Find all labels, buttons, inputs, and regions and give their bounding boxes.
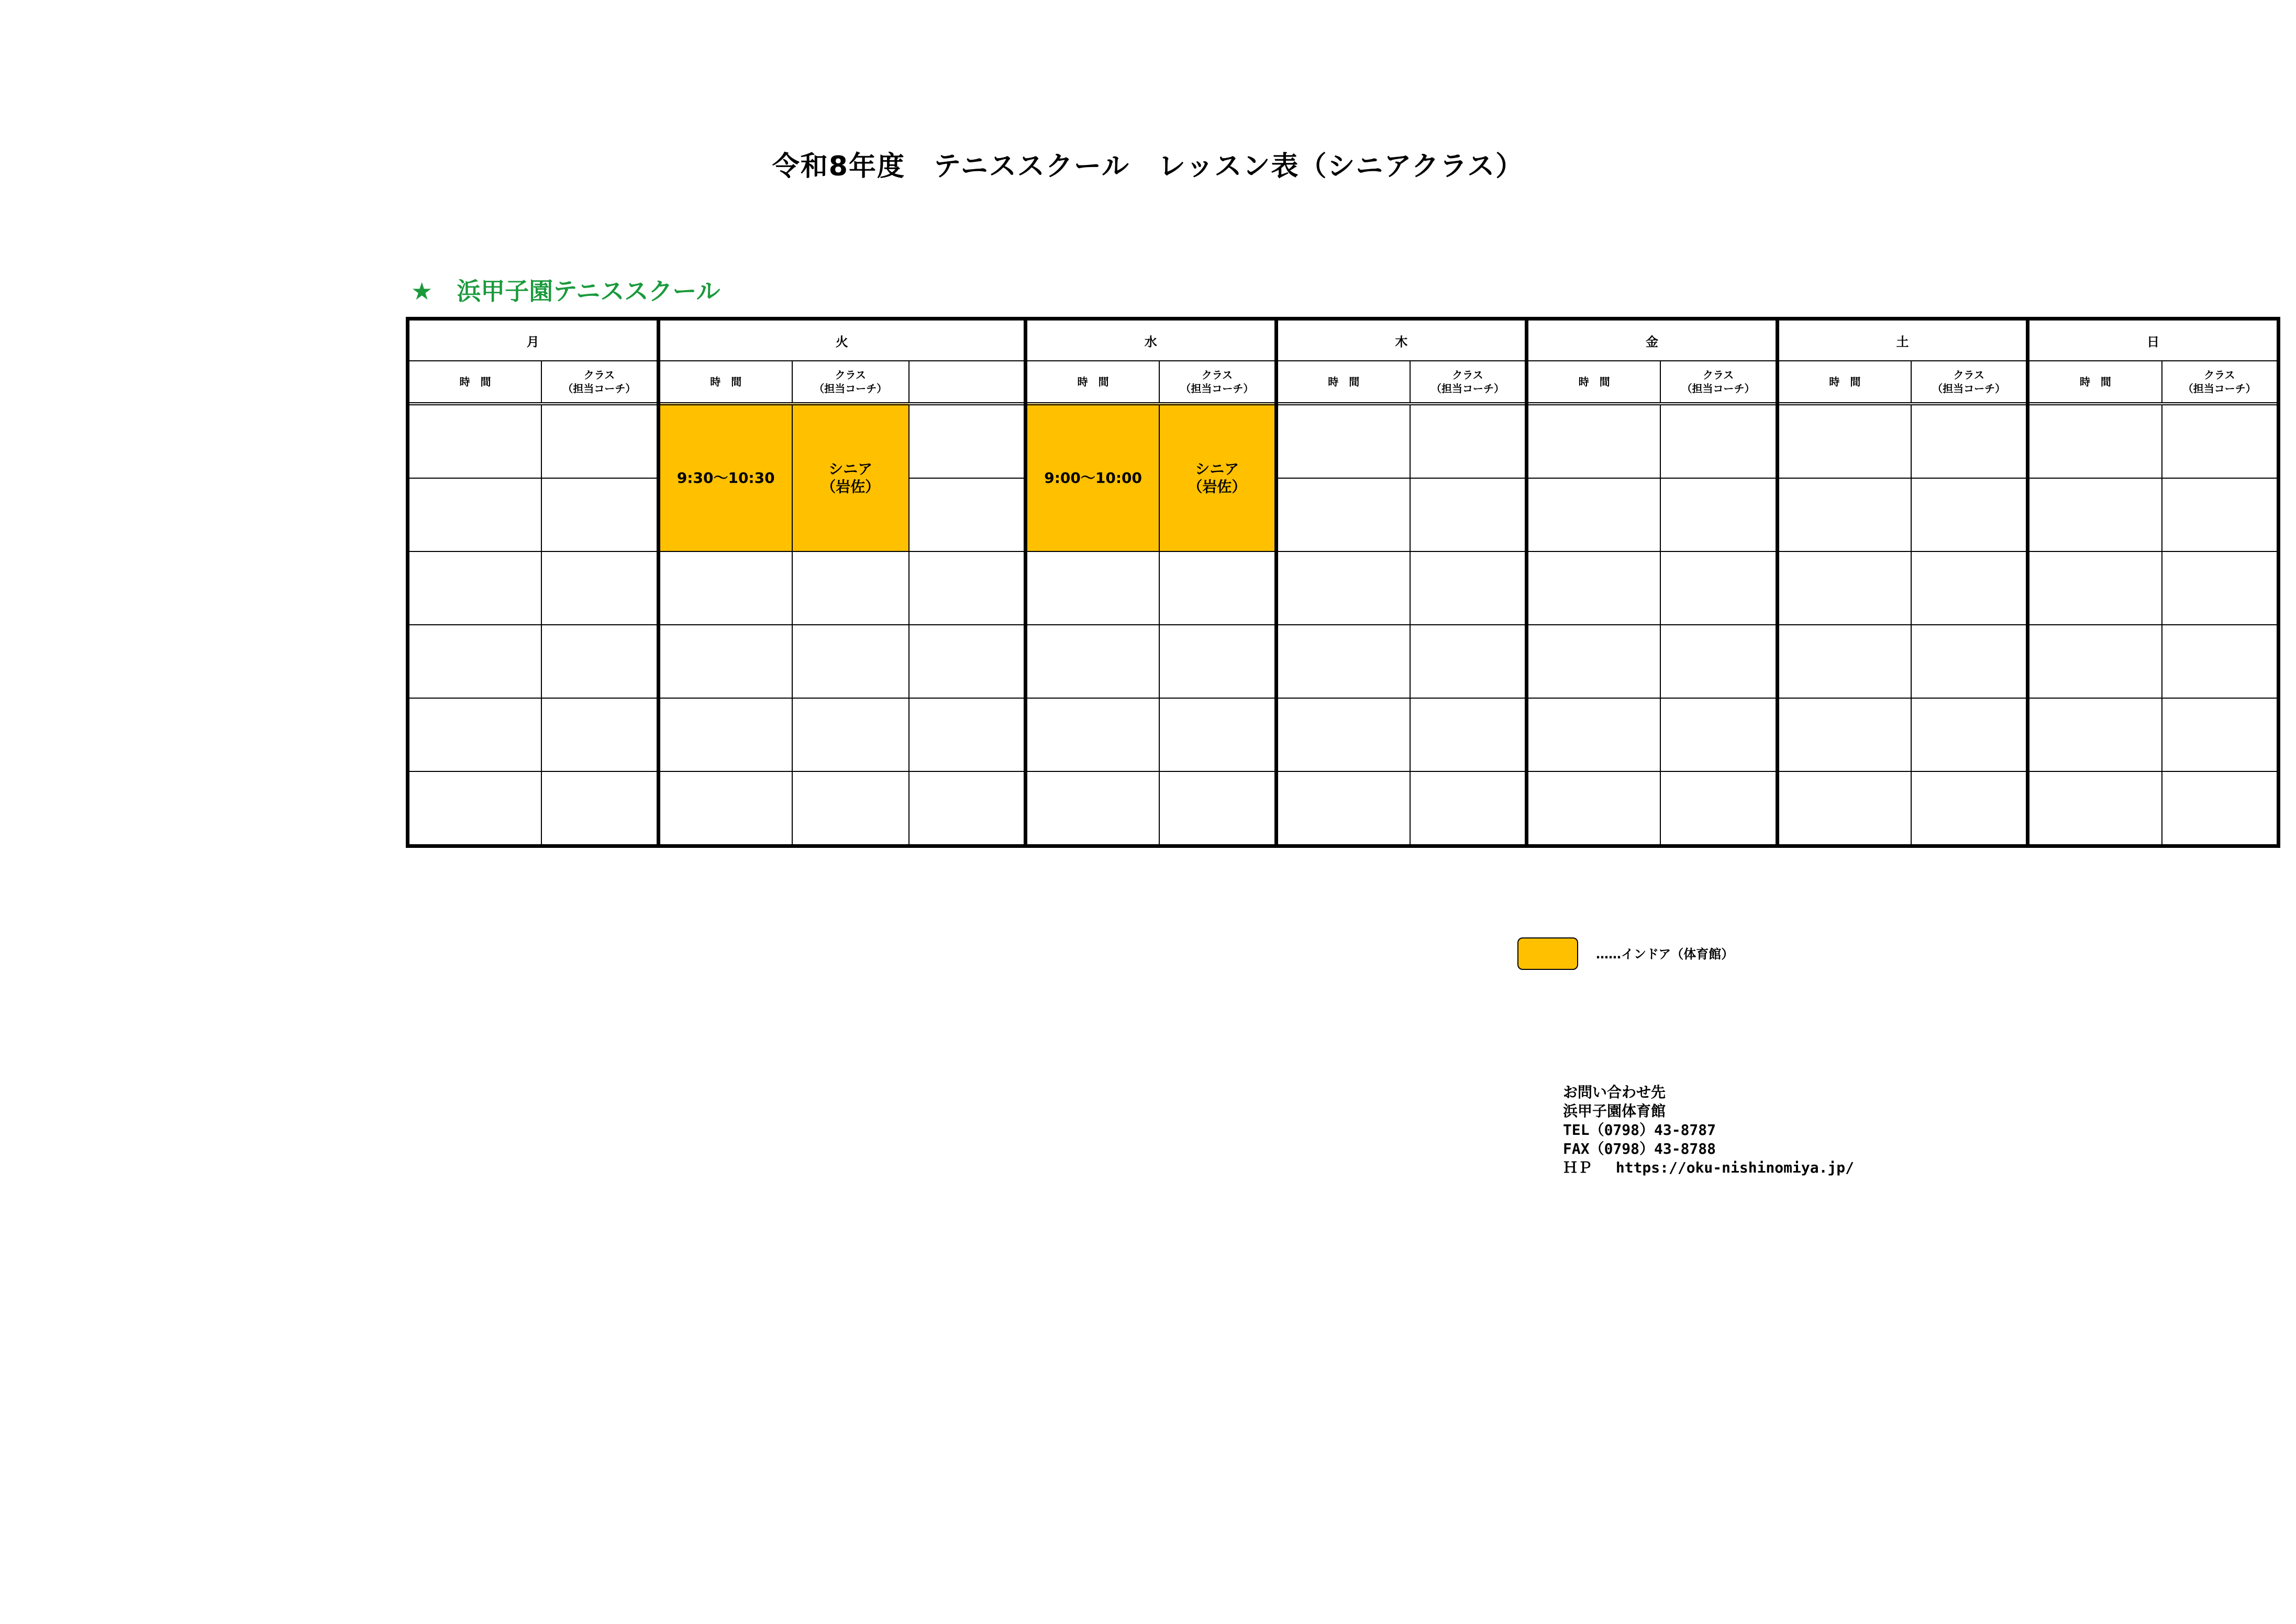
slot-cell xyxy=(1777,625,1911,698)
slot-cell xyxy=(909,625,1026,698)
day-header-wed: 水 xyxy=(1026,319,1277,361)
wed-lesson-class: シニア （岩佐） xyxy=(1159,404,1276,551)
tue-lesson-class: シニア （岩佐） xyxy=(792,404,909,551)
slot-cell xyxy=(1159,551,1276,625)
day-header-thu: 木 xyxy=(1276,319,1527,361)
slot-cell xyxy=(1777,698,1911,771)
slot-cell xyxy=(1911,551,2028,625)
slot-cell xyxy=(1660,698,1777,771)
slot-cell xyxy=(408,698,542,771)
slot-cell xyxy=(1911,478,2028,551)
slot-cell xyxy=(792,551,909,625)
slot-cell xyxy=(1026,551,1160,625)
slot-cell xyxy=(2162,771,2279,846)
slot-cell xyxy=(2162,551,2279,625)
slot-cell xyxy=(1410,698,1527,771)
lesson-schedule-table xyxy=(406,317,2280,848)
contact-info xyxy=(1563,1083,1854,1177)
slot-cell xyxy=(1660,551,1777,625)
slot-cell xyxy=(541,404,658,478)
slot-cell xyxy=(541,771,658,846)
slot-cell xyxy=(1660,625,1777,698)
contact-heading: お問い合わせ先 xyxy=(1563,1084,1666,1101)
class-header: クラス （担当コーチ） xyxy=(2162,361,2279,404)
time-header: 時 間 xyxy=(658,361,792,404)
slot-cell xyxy=(1159,771,1276,846)
time-header: 時 間 xyxy=(2028,361,2162,404)
slot-cell xyxy=(1276,698,1410,771)
slot-cell xyxy=(541,478,658,551)
slot-cell xyxy=(658,625,792,698)
sub-header-row xyxy=(408,361,2279,404)
day-header-tue: 火 xyxy=(658,319,1025,361)
time-header: 時 間 xyxy=(408,361,542,404)
slot-cell xyxy=(1276,478,1410,551)
slot-cell xyxy=(1777,404,1911,478)
slot-cell xyxy=(1410,625,1527,698)
slot-cell xyxy=(1911,698,2028,771)
slot-cell xyxy=(1527,478,1661,551)
contact-venue: 浜甲子園体育館 xyxy=(1563,1102,1666,1120)
slot-cell xyxy=(658,771,792,846)
class-header: クラス （担当コーチ） xyxy=(541,361,658,404)
slot-cell xyxy=(408,625,542,698)
slot-cell xyxy=(2028,404,2162,478)
time-header: 時 間 xyxy=(1026,361,1160,404)
slot-cell xyxy=(658,698,792,771)
legend-indoor-swatch xyxy=(1517,937,1578,970)
slot-cell xyxy=(1660,404,1777,478)
slot-cell xyxy=(1276,625,1410,698)
slot-cell xyxy=(1026,698,1160,771)
wed-lesson-time: 9:00～10:00 xyxy=(1026,404,1160,551)
day-header-sat: 土 xyxy=(1777,319,2028,361)
slot-cell xyxy=(2028,698,2162,771)
slot-cell xyxy=(1159,698,1276,771)
slot-row xyxy=(408,404,2279,478)
legend-indoor-label: ……インドア（体育館） xyxy=(1596,947,1734,962)
slot-cell xyxy=(1777,771,1911,846)
slot-cell xyxy=(541,698,658,771)
slot-cell xyxy=(1276,404,1410,478)
page-title: 令和8年度 テニススクール レッスン表（シニアクラス） xyxy=(772,151,1524,182)
slot-cell xyxy=(1276,771,1410,846)
slot-cell xyxy=(2028,478,2162,551)
slot-row xyxy=(408,551,2279,625)
slot-cell xyxy=(1527,698,1661,771)
class-header: クラス （担当コーチ） xyxy=(1159,361,1276,404)
day-header-fri: 金 xyxy=(1527,319,1778,361)
slot-cell xyxy=(2162,625,2279,698)
slot-cell xyxy=(541,551,658,625)
slot-cell xyxy=(2162,478,2279,551)
slot-row xyxy=(408,625,2279,698)
slot-cell xyxy=(1410,771,1527,846)
slot-cell xyxy=(1660,771,1777,846)
slot-cell xyxy=(1026,771,1160,846)
slot-cell xyxy=(1410,478,1527,551)
slot-cell xyxy=(1777,551,1911,625)
day-header-sun: 日 xyxy=(2028,319,2279,361)
slot-cell xyxy=(909,551,1026,625)
slot-cell xyxy=(658,551,792,625)
slot-cell xyxy=(1527,625,1661,698)
slot-cell xyxy=(1911,771,2028,846)
day-header-mon: 月 xyxy=(408,319,659,361)
time-header: 時 間 xyxy=(1527,361,1661,404)
time-header: 時 間 xyxy=(1777,361,1911,404)
class-header: クラス （担当コーチ） xyxy=(792,361,909,404)
contact-fax: FAX（0798）43-8788 xyxy=(1563,1140,1716,1157)
contact-tel: TEL（0798）43-8787 xyxy=(1563,1121,1716,1139)
time-header: 時 間 xyxy=(1276,361,1410,404)
slot-cell xyxy=(1527,551,1661,625)
blank-header xyxy=(909,361,1026,404)
slot-cell xyxy=(792,771,909,846)
slot-cell xyxy=(1026,625,1160,698)
slot-cell xyxy=(1527,771,1661,846)
slot-cell xyxy=(1527,404,1661,478)
day-header-row xyxy=(408,319,2279,361)
contact-homepage-link[interactable]: ＨＰ https://oku-nishinomiya.jp/ xyxy=(1563,1159,1855,1176)
class-header: クラス （担当コーチ） xyxy=(1911,361,2028,404)
slot-cell xyxy=(1410,551,1527,625)
slot-cell xyxy=(1276,551,1410,625)
slot-cell xyxy=(408,478,542,551)
slot-cell xyxy=(792,625,909,698)
slot-cell xyxy=(1159,625,1276,698)
slot-cell xyxy=(408,404,542,478)
slot-cell xyxy=(792,698,909,771)
slot-cell xyxy=(2162,404,2279,478)
slot-cell xyxy=(2028,551,2162,625)
slot-cell xyxy=(1410,404,1527,478)
slot-cell xyxy=(408,771,542,846)
slot-cell xyxy=(1660,478,1777,551)
slot-row xyxy=(408,698,2279,771)
slot-cell xyxy=(1911,404,2028,478)
slot-cell xyxy=(408,551,542,625)
slot-cell xyxy=(909,771,1026,846)
slot-cell xyxy=(909,698,1026,771)
class-header: クラス （担当コーチ） xyxy=(1660,361,1777,404)
slot-cell xyxy=(909,478,1026,551)
slot-cell xyxy=(2028,771,2162,846)
slot-row xyxy=(408,771,2279,846)
slot-cell xyxy=(1777,478,1911,551)
slot-cell xyxy=(2162,698,2279,771)
slot-cell xyxy=(2028,625,2162,698)
slot-cell xyxy=(909,404,1026,478)
tue-lesson-time: 9:30～10:30 xyxy=(658,404,792,551)
class-header: クラス （担当コーチ） xyxy=(1410,361,1527,404)
school-heading: ★ 浜甲子園テニススクール xyxy=(411,277,720,305)
slot-cell xyxy=(541,625,658,698)
slot-cell xyxy=(1911,625,2028,698)
